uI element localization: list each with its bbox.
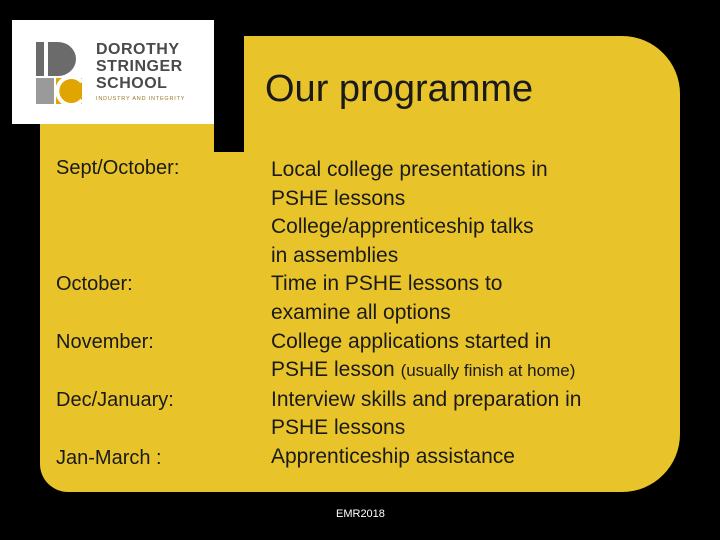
description-line: Local college presentations in <box>271 158 548 181</box>
schedule-label-november: November: <box>56 331 154 353</box>
slide-title: Our programme <box>265 68 534 110</box>
school-name-line-1: DOROTHY <box>96 41 180 58</box>
description-line: Apprenticeship assistance <box>271 444 515 468</box>
description-line: PSHE lessons <box>271 416 406 440</box>
description-line: College/apprenticeship talks <box>271 215 534 239</box>
school-name-line-3: SCHOOL <box>96 75 168 92</box>
description-line <box>271 356 676 386</box>
school-logo <box>12 20 214 124</box>
description-line: examine all options <box>271 300 451 324</box>
school-crest-icon <box>36 42 82 104</box>
description-line: College applications started in <box>271 329 552 353</box>
school-name <box>96 41 183 92</box>
school-name-line-2: STRINGER <box>96 58 183 75</box>
footer-text: EMR2018 <box>336 508 385 520</box>
description-text: PSHE lesson <box>271 358 401 382</box>
schedule-label-dec-january: Dec/January: <box>56 389 174 411</box>
school-tagline: INDUSTRY AND INTEGRITY <box>96 96 186 102</box>
description-line: Interview skills and preparation in <box>271 387 582 411</box>
description-line: in assemblies <box>271 243 399 267</box>
description-note: (usually finish at home) <box>400 361 576 381</box>
description-line: PSHE lessons <box>271 186 406 210</box>
panel-notch <box>214 36 244 152</box>
schedule-label-sept-october: Sept/October: <box>56 157 180 179</box>
schedule-label-october: October: <box>56 273 133 295</box>
description-line: Time in PSHE lessons to <box>271 272 503 296</box>
schedule-label-jan-march: Jan-March : <box>56 447 162 469</box>
schedule-descriptions <box>271 156 676 472</box>
